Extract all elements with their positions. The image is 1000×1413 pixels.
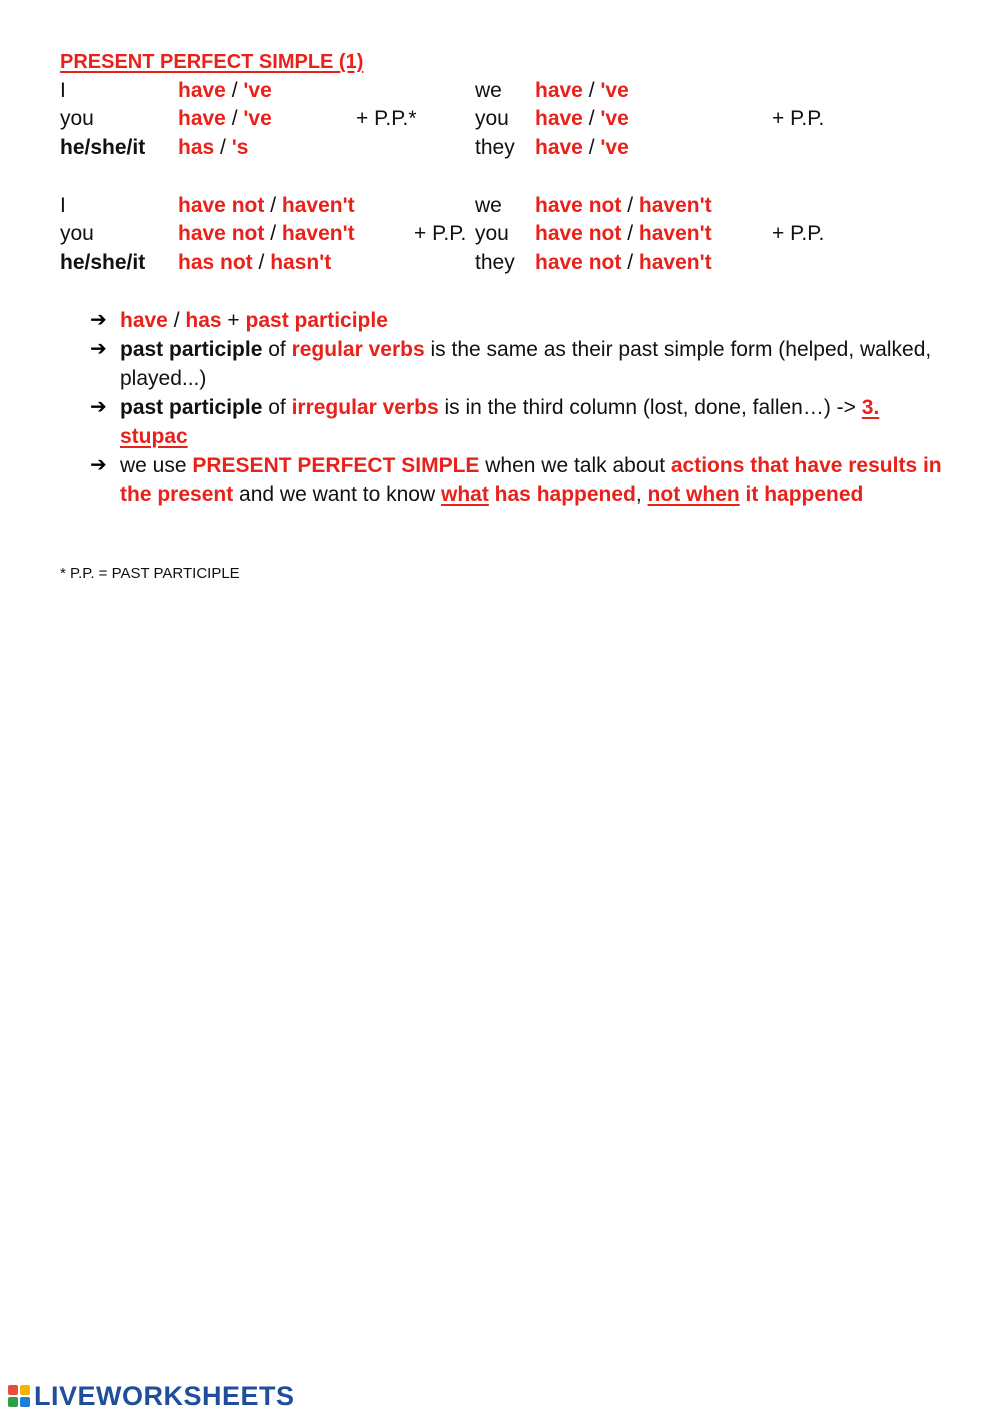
pronoun: he/she/it [60, 136, 146, 159]
arrow-right-icon: ➔ [90, 338, 107, 360]
verb-form: has not / hasn't [178, 251, 332, 274]
pp-marker: + P.P. [772, 107, 825, 130]
pronoun: he/she/it [60, 251, 146, 274]
verb-form: have not / haven't [178, 194, 355, 217]
pronoun: we [475, 194, 502, 217]
pp-marker: + P.P. [414, 222, 467, 245]
pronoun: I [60, 79, 66, 102]
verb-form: have / 've [535, 136, 629, 159]
pp-marker: + P.P. [772, 222, 825, 245]
arrow-right-icon: ➔ [90, 309, 107, 331]
pronoun: you [475, 222, 509, 245]
footnote: * P.P. = PAST PARTICIPLE [60, 565, 240, 582]
list-item: ➔ past participle of irregular verbs is in the third column (lost, done, fallen…) -> 3. stupac [90, 393, 950, 451]
list-item: ➔ have / has + past participle [90, 306, 950, 335]
verb-form: have not / haven't [535, 222, 712, 245]
list-item: ➔ we use PRESENT PERFECT SIMPLE when we talk about actions that have results in the present and we want to know what has happened, not when it happened [90, 451, 950, 509]
arrow-right-icon: ➔ [90, 454, 107, 476]
verb-form: have / 've [535, 107, 629, 130]
pronoun: you [60, 222, 94, 245]
verb-form: have / 've [178, 107, 272, 130]
pronoun: they [475, 251, 515, 274]
column-reference-link[interactable]: 3. stupac [120, 396, 880, 448]
logo-text: LIVEWORKSHEETS [34, 1381, 295, 1411]
pp-marker: + P.P.* [356, 107, 417, 130]
verb-form: have not / haven't [535, 194, 712, 217]
pronoun: you [60, 107, 94, 130]
verb-form: have / 've [535, 79, 629, 102]
rules-list [90, 306, 950, 509]
pronoun: I [60, 194, 66, 217]
pronoun: you [475, 107, 509, 130]
verb-form: has / 's [178, 136, 249, 159]
logo-icon [8, 1385, 30, 1407]
verb-form: have / 've [178, 79, 272, 102]
pronoun: we [475, 79, 502, 102]
liveworksheets-logo [8, 1381, 295, 1411]
verb-form: have not / haven't [178, 222, 355, 245]
pronoun: they [475, 136, 515, 159]
list-item: ➔ past participle of regular verbs is the same as their past simple form (helped, walked, played...) [90, 335, 950, 393]
verb-form: have not / haven't [535, 251, 712, 274]
page-title: PRESENT PERFECT SIMPLE (1) [60, 51, 364, 73]
arrow-right-icon: ➔ [90, 396, 107, 418]
